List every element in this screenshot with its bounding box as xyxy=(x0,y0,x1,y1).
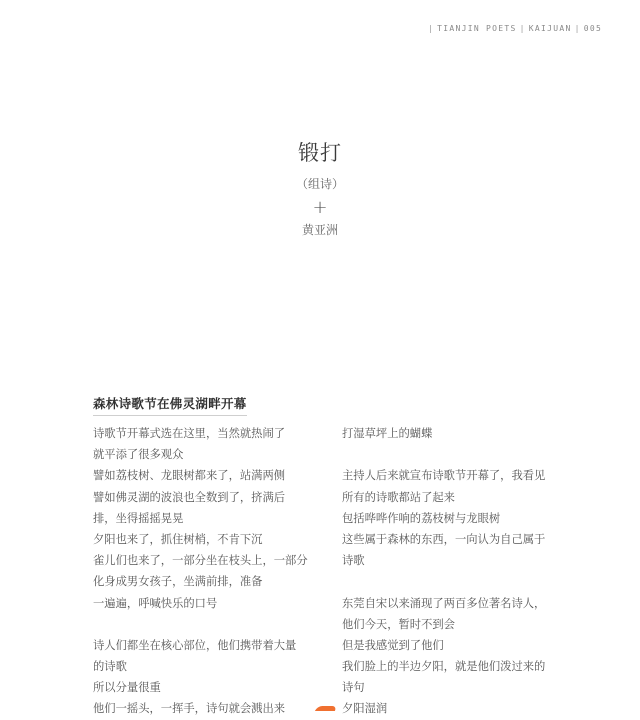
poem-line: 但是我感觉到了他们 xyxy=(342,638,444,652)
poem-line: 所以分量很重 xyxy=(93,681,161,695)
poem-line: 包括哗哗作响的荔枝树与龙眼树 xyxy=(342,511,501,525)
poem-line: 诗歌 xyxy=(342,554,365,568)
poem-line: 譬如荔枝树、龙眼树都来了，站满两侧 xyxy=(93,469,286,483)
poem-line: 化身成男女孩子，坐满前排，准备 xyxy=(93,575,263,589)
stanza-break xyxy=(342,571,574,592)
poem-line: 排，坐得摇摇晃晃 xyxy=(93,511,184,525)
poem-line: 譬如佛灵湖的波浪也全数到了，挤满后 xyxy=(93,490,286,504)
poem-line: 他们今天，暂时不到会 xyxy=(342,617,455,631)
poem-column-right xyxy=(342,423,574,720)
header-divider: | xyxy=(428,24,435,33)
section-title: 森林诗歌节在佛灵湖畔开幕 xyxy=(93,396,247,416)
poem-line: 夕阳也来了，抓住树梢，不肯下沉 xyxy=(93,532,263,546)
poem-line: 诗句 xyxy=(342,681,365,695)
poem-author: 黄亚洲 xyxy=(301,223,338,237)
poem-line: 的诗歌 xyxy=(93,660,127,674)
poem-line: 东莞自宋以来涌现了两百多位著名诗人， xyxy=(342,596,546,610)
poem-line: 诗歌节开幕式选在这里，当然就热闹了 xyxy=(93,427,286,440)
poem-line: 诗人们都坐在核心部位，他们携带着大量 xyxy=(93,638,297,652)
poem-line: 他们一摇头，一挥手，诗句就会溅出来 xyxy=(93,702,286,716)
header-column-name: KAIJUAN xyxy=(528,24,572,33)
poem-line: 夕阳湿润 xyxy=(342,702,388,716)
header-page-number: 005 xyxy=(583,24,603,33)
poem-title-block xyxy=(0,140,640,238)
poem-line: 打湿草坪上的蝴蝶 xyxy=(342,427,433,440)
stanza-break xyxy=(93,614,325,635)
orange-brush-stroke-icon xyxy=(315,706,337,711)
poem-column-left xyxy=(93,423,325,720)
poem-line: 雀儿们也来了，一部分坐在枝头上，一部分 xyxy=(93,554,308,568)
poem-line: 所有的诗歌都站了起来 xyxy=(342,490,455,504)
stanza-break xyxy=(342,444,574,465)
poem-subtitle: （组诗） xyxy=(295,177,344,191)
plus-divider-icon: + xyxy=(312,197,328,218)
poem-line: 这些属于森林的东西，一向认为自己属于 xyxy=(342,532,546,546)
header-divider: | xyxy=(574,24,581,33)
poem-title: 锻打 xyxy=(298,141,342,165)
running-header xyxy=(428,24,602,33)
header-journal-name: TIANJIN POETS xyxy=(437,24,517,33)
poem-line: 一遍遍，呼喊快乐的口号 xyxy=(93,596,218,610)
header-divider: | xyxy=(519,24,526,33)
poem-line: 我们脸上的半边夕阳，就是他们泼过来的 xyxy=(342,660,546,674)
poem-line: 主持人后来就宣布诗歌节开幕了，我看见 xyxy=(342,469,546,483)
poem-line: 就平添了很多观众 xyxy=(93,448,184,462)
